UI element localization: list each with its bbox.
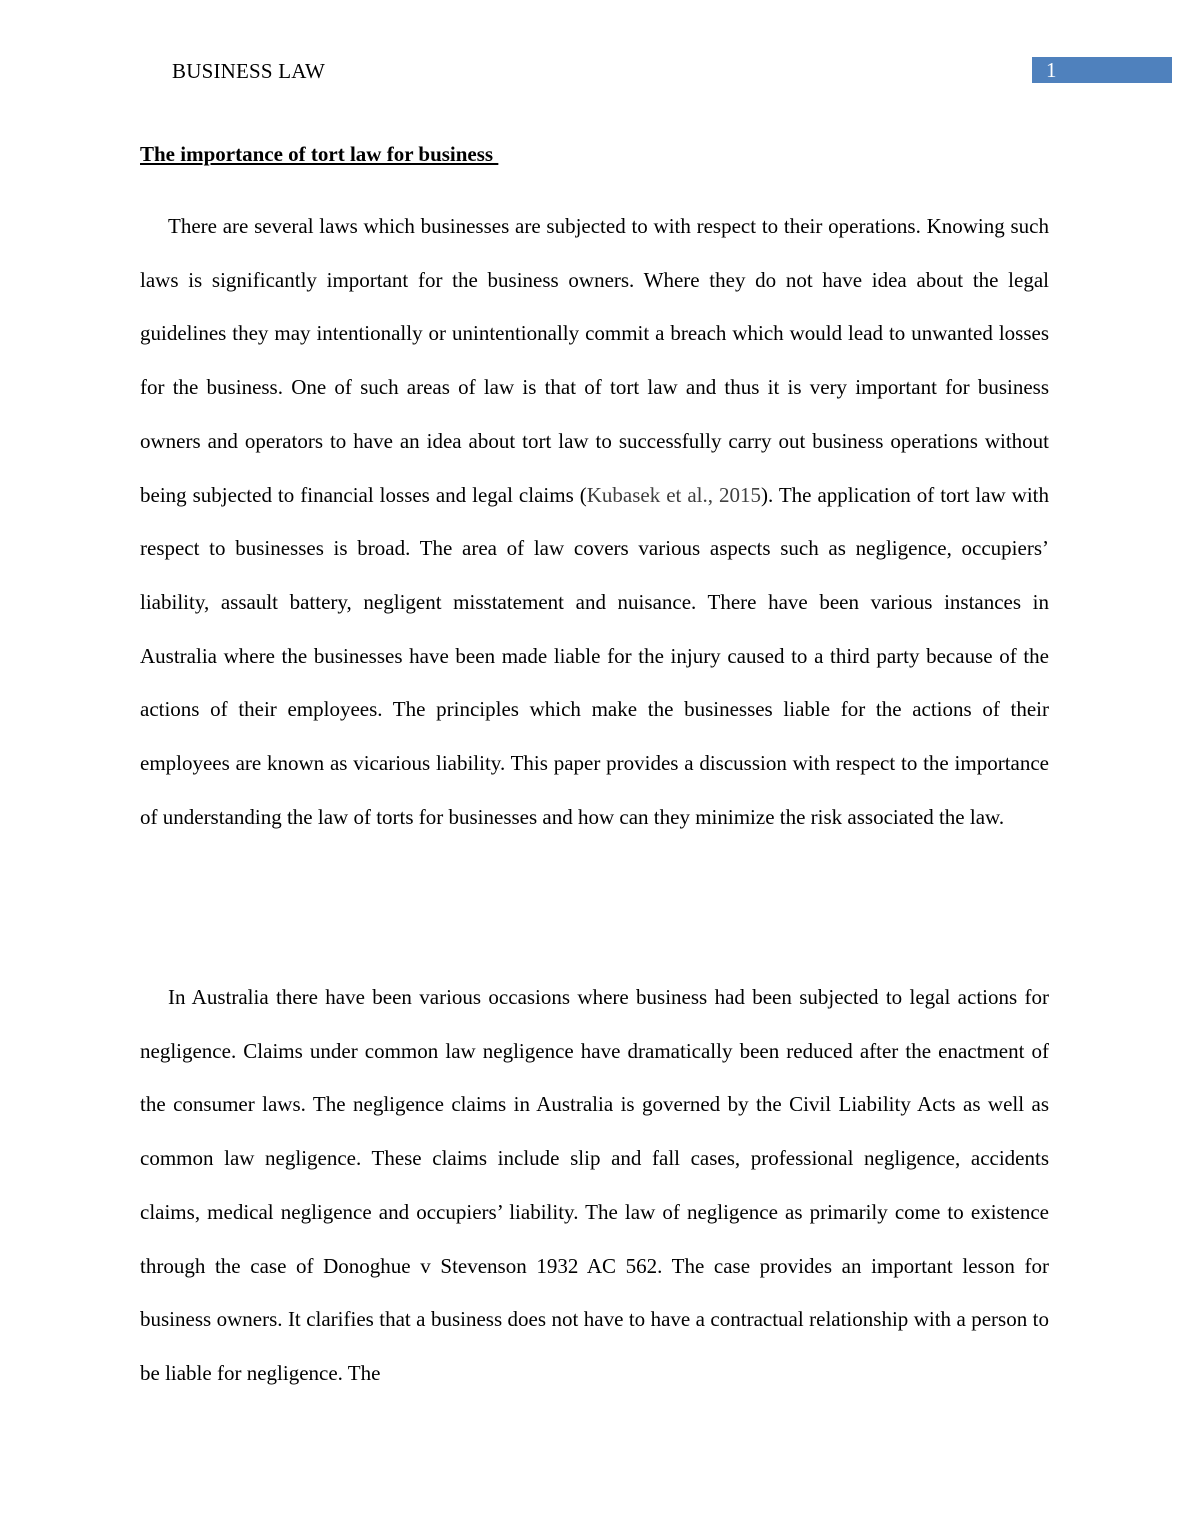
paragraph-intro-text-start: There are several laws which businesses are subjected to with respect to their operations. Knowing such laws is significantly important for the business owners. Where they do not have idea about the legal guidelines they may intentionally or unintentionally commit a breach which would lead to unwanted losses for the business. One of such areas of law is that of tort law and thus it is very important for business owners and operators to have an idea about tort law to successfully carry out business operations without being subjected to financial losses and legal claims ( — [140, 214, 1049, 507]
paragraph-intro-text-end: ). The application of tort law with respect to businesses is broad. The area of law covers various aspects such as negligence, occupiers’ liability, assault battery, negligent misstatement and nuisance. There have been various instances in Australia where the businesses have been made liable for the injury caused to a third party because of the actions of their employees. The principles which make the businesses liable for the actions of their employees are known as vicarious liability. This paper provides a discussion with respect to the importance of understanding the law of torts for businesses and how can they minimize the risk associated the law. — [140, 482, 1050, 829]
paragraph-intro — [140, 200, 1049, 844]
citation: Kubasek et al., 2015 — [586, 482, 761, 507]
paragraph-negligence: In Australia there have been various occasions where business had been subjected to legal actions for negligence. Claims under common law negligence have dramatically been reduced after the enactment of the consumer laws. The negligence claims in Australia is governed by the Civil Liability Acts as well as common law negligence. These claims include slip and fall cases, professional negligence, accidents claims, medical negligence and occupiers’ liability. The law of negligence as primarily come to existence through the case of Donoghue v Stevenson 1932 AC 562. The case provides an important lesson for business owners. It clarifies that a business does not have to have a contractual relationship with a person to be liable for negligence. The — [140, 985, 1049, 1385]
running-head-title: BUSINESS LAW — [172, 59, 325, 83]
document-title: The importance of tort law for business — [140, 142, 499, 166]
page-number: 1 — [1046, 58, 1057, 82]
page-number-badge — [1032, 57, 1172, 83]
